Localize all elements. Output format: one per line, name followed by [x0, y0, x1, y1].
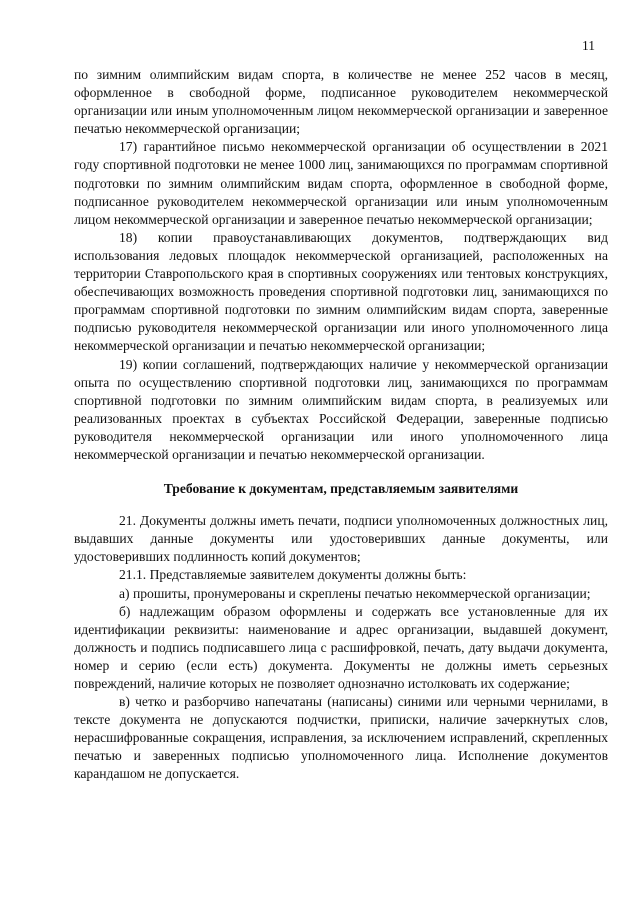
paragraph-item-v: в) четко и разборчиво напечатаны (написаны) синими или черными чернилами, в тексте документа не допускаются подчистки, приписки, наличие зачеркнутых слов, нерасшифрованные сокращения, исправления, за исключением исправлений, скрепленных печатью и заверенных подписью уполномоченного лица. Исполнение документов карандашом не допускается. — [74, 694, 608, 782]
paragraph-21-1: 21.1. Представляемые заявителем документы должны быть: — [119, 567, 467, 583]
section-heading: Требование к документам, представляемым заявителями — [163, 481, 519, 497]
paragraph-item-19: 19) копии соглашений, подтверждающих наличие у некоммерческой организации опыта по осуществлению спортивной подготовки лиц, занимающихся по программам спортивной подготовки по зимним олимпийским видам спорта, в реализуемых или реализованных проектах в субъектах Российской Федерации, заверенные подписью руководителя некоммерческой организации или иного уполномоченного лица некоммерческой организации и печатью некоммерческой организации. — [74, 356, 608, 462]
paragraph-item-18: 18) копии правоустанавливающих документов, подтверждающих вид использования ледовых площадок некоммерческой организацией, расположенных на территории Ставропольского края в спортивных сооружениях или тентовых конструкциях, обеспечивающих возможность проведения спортивной подготовки лиц, занимающихся по программам спортивной подготовки по зимним олимпийским видам спорта, заверенные подписью руководителя некоммерческой организации или иного уполномоченного лица некоммерческой организации и печатью некоммерческой организации; — [74, 229, 608, 354]
paragraph-item-17: 17) гарантийное письмо некоммерческой организации об осуществлении в 2021 году спортивной подготовки не менее 1000 лиц, занимающихся по программам спортивной подготовки по зимним олимпийским видам спорта, оформленное в свободной форме, подписанное руководителем некоммерческой организации или иным уполномоченным лицом некоммерческой организации и заверенное печатью некоммерческой организации; — [74, 139, 608, 227]
paragraph-continuation: по зимним олимпийским видам спорта, в количестве не менее 252 часов в месяц, оформленное в свободной форме, подписанное руководителем некоммерческой организации или иным уполномоченным лицом некоммерческой организации и заверенное печатью некоммерческой организации; — [74, 67, 608, 137]
paragraph-21: 21. Документы должны иметь печати, подписи уполномоченных должностных лиц, выдавших данные документы или удостоверивших данные документы, или удостоверивших подлинность копий документов; — [74, 513, 608, 565]
page-number: 11 — [582, 38, 595, 53]
document-body — [74, 66, 608, 784]
paragraph-item-b: б) надлежащим образом оформлены и содержать все установленные для их идентификации реквизиты: наименование и адрес организации, выдавшей документ, должность и подпись подписавшего лица с расшифровкой, печать, дату выдачи документа, номер и серию (если есть) документа. Документы не должны иметь серьезных повреждений, наличие которых не позволяет однозначно истолковать их содержание; — [74, 603, 608, 691]
paragraph-item-a: а) прошиты, пронумерованы и скреплены печатью некоммерческой организации; — [119, 585, 591, 601]
